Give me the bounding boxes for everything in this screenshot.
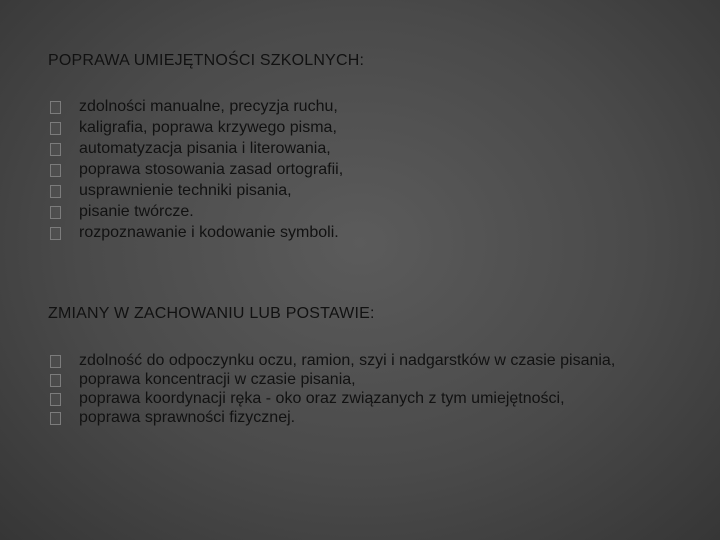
missing-glyph-box-icon — [50, 143, 61, 156]
list-item-text: automatyzacja pisania i literowania, — [79, 140, 331, 157]
missing-glyph-box-icon — [50, 101, 61, 114]
list-item-text: poprawa koordynacji ręka - oko oraz związanych z tym umiejętności, — [79, 390, 565, 407]
missing-glyph-box-icon — [50, 122, 61, 135]
behavior-changes-list — [50, 352, 660, 428]
list-item-text: poprawa sprawności fizycznej. — [79, 409, 296, 426]
list-item — [50, 118, 610, 137]
list-item-text: pisanie twórcze. — [79, 203, 194, 220]
list-item-text: zdolność do odpoczynku oczu, ramion, szyi i nadgarstków w czasie pisania, — [79, 352, 616, 369]
list-item — [50, 409, 660, 426]
missing-glyph-box-icon — [50, 164, 61, 177]
section-heading-behavior-changes: ZMIANY W ZACHOWANIU LUB POSTAWIE: — [48, 305, 375, 322]
list-item-text: zdolności manualne, precyzja ruchu, — [79, 98, 338, 115]
missing-glyph-box-icon — [50, 374, 61, 387]
list-item-text: poprawa koncentracji w czasie pisania, — [79, 371, 356, 388]
missing-glyph-box-icon — [50, 355, 61, 368]
list-item — [50, 97, 610, 116]
list-item-text: rozpoznawanie i kodowanie symboli. — [79, 224, 339, 241]
section-heading-school-skills: POPRAWA UMIEJĘTNOŚCI SZKOLNYCH: — [48, 52, 365, 69]
list-item — [50, 160, 610, 179]
list-item-text: poprawa stosowania zasad ortografii, — [79, 161, 344, 178]
list-item — [50, 223, 610, 242]
list-item — [50, 352, 660, 369]
list-item — [50, 202, 610, 221]
list-item — [50, 181, 610, 200]
list-item-text: usprawnienie techniki pisania, — [79, 182, 292, 199]
missing-glyph-box-icon — [50, 412, 61, 425]
missing-glyph-box-icon — [50, 227, 61, 240]
list-item — [50, 139, 610, 158]
missing-glyph-box-icon — [50, 393, 61, 406]
list-item — [50, 390, 660, 407]
missing-glyph-box-icon — [50, 206, 61, 219]
missing-glyph-box-icon — [50, 185, 61, 198]
list-item-text: kaligrafia, poprawa krzywego pisma, — [79, 119, 337, 136]
school-skills-list — [50, 97, 610, 244]
list-item — [50, 371, 660, 388]
